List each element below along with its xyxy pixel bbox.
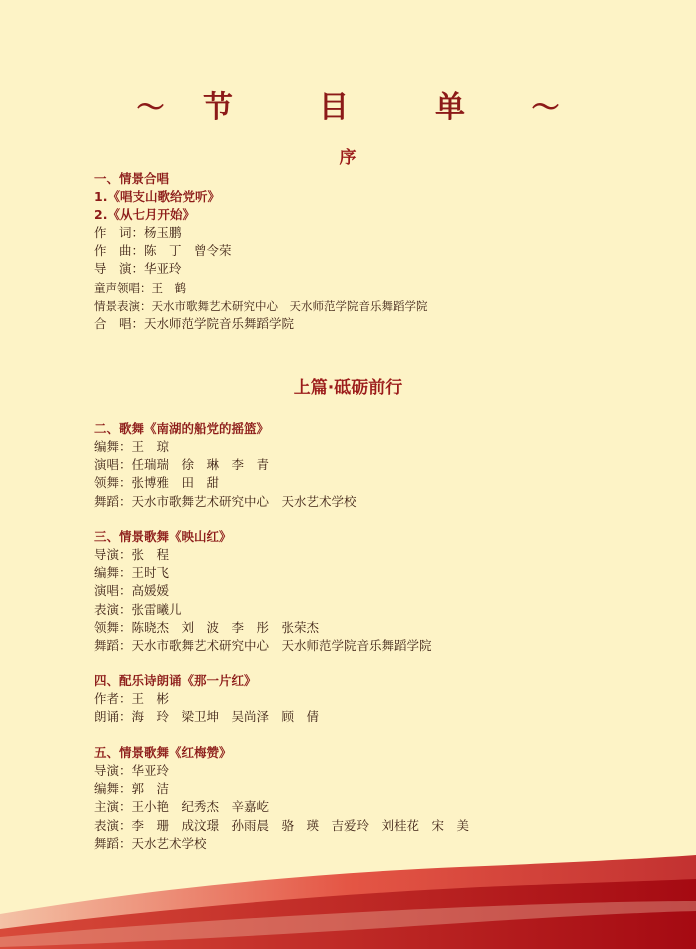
program-item-line: 舞蹈：天水艺术学校 xyxy=(94,835,207,851)
title-text: 节 目 单 xyxy=(203,90,493,125)
program-item-line: 朗诵：海 玲 梁卫坤 吴尚泽 顾 倩 xyxy=(94,709,320,725)
program-item-heading: 四、配乐诗朗诵《那一片红》 xyxy=(94,673,257,688)
program-item-line: 舞蹈：天水市歌舞艺术研究中心 天水师范学院音乐舞蹈学院 xyxy=(94,638,432,654)
part1-title: 上篇·砥砺前行 xyxy=(293,378,403,398)
red-ribbon-decoration xyxy=(0,829,696,949)
prelude-line: 童声领唱：王 鹤 xyxy=(94,280,186,295)
program-item xyxy=(94,528,654,655)
program-item-line: 领舞：陈晓杰 刘 波 李 彤 张荣杰 xyxy=(94,619,320,635)
program-item-line: 编舞：王 琼 xyxy=(94,439,170,454)
prelude-title: 序 xyxy=(339,148,357,168)
program-item-line: 演唱：高媛媛 xyxy=(94,583,170,599)
prelude-heading: 一、情景合唱 xyxy=(94,171,170,186)
program-item xyxy=(94,672,654,726)
program-item-line: 导演：华亚玲 xyxy=(94,763,170,778)
prelude-line: 合 唱：天水师范学院音乐舞蹈学院 xyxy=(94,316,295,332)
program-item-line: 领舞：张博雅 田 甜 xyxy=(94,475,220,491)
program-item-heading: 二、歌舞《南湖的船党的摇篮》 xyxy=(94,421,270,436)
program-item-heading: 三、情景歌舞《映山红》 xyxy=(94,529,232,544)
program-item-line: 编舞：郭 洁 xyxy=(94,781,170,797)
prelude-line: 1.《唱支山歌给党听》 xyxy=(94,189,220,204)
program-item-line: 表演：李 珊 成汶璟 孙雨晨 骆 瑛 吉爱玲 刘桂花 宋 美 xyxy=(94,817,470,833)
title-dash-left: 〜 xyxy=(136,91,165,124)
prelude-line: 情景表演：天水市歌舞艺术研究中心 天水师范学院音乐舞蹈学院 xyxy=(94,298,428,313)
page-title xyxy=(0,82,696,126)
program-item-line: 演唱：任瑞瑞 徐 琳 李 青 xyxy=(94,457,270,473)
prelude-line: 2.《从七月开始》 xyxy=(94,207,195,222)
title-dash-right: 〜 xyxy=(531,91,560,124)
program-item xyxy=(94,420,654,511)
prelude-block xyxy=(94,170,654,333)
prelude-line: 作 词：杨玉鹏 xyxy=(94,225,182,240)
program-item-line: 作者：王 彬 xyxy=(94,691,170,706)
prelude-line: 导 演：华亚玲 xyxy=(94,261,182,277)
prelude-line: 作 曲：陈 丁 曾令荣 xyxy=(94,243,232,259)
program-item-line: 导演：张 程 xyxy=(94,547,170,562)
program-item-line: 表演：张雷曦儿 xyxy=(94,601,182,617)
program-item-line: 编舞：王时飞 xyxy=(94,565,170,581)
program-item-heading: 五、情景歌舞《红梅赞》 xyxy=(94,745,232,760)
program-item-line: 舞蹈：天水市歌舞艺术研究中心 天水艺术学校 xyxy=(94,493,357,509)
program-item-line: 主演：王小艳 纪秀杰 辛嘉屹 xyxy=(94,799,270,815)
